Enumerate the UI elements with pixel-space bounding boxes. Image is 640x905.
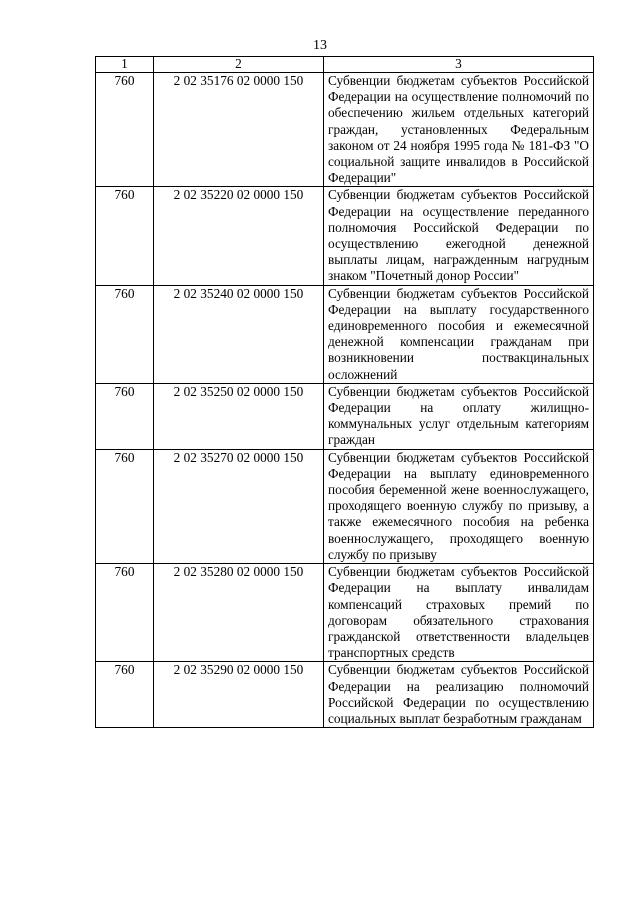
administrator-code-cell: 760 <box>96 449 154 563</box>
budget-code-cell: 2 02 35220 02 0000 150 <box>154 187 324 285</box>
budget-code-cell: 2 02 35290 02 0000 150 <box>154 662 324 728</box>
column-header-1: 1 <box>96 57 154 73</box>
budget-code-cell: 2 02 35240 02 0000 150 <box>154 285 324 383</box>
page-number: 13 <box>313 38 327 53</box>
description-cell: Субвенции бюджетам субъектов Российской Федерации на реализацию полномочий Российской Федерации по осуществлению социальных выплат безработным гражданам <box>324 662 594 728</box>
table-row <box>96 187 594 285</box>
budget-classification-table <box>95 56 594 728</box>
administrator-code-cell: 760 <box>96 285 154 383</box>
administrator-code-cell: 760 <box>96 662 154 728</box>
description-cell: Субвенции бюджетам субъектов Российской Федерации на выплату единовременного пособия беременной жене военнослужащего, проходящего военную службу по призыву, а также ежемесячного пособия на ребенка военнослужащего, проходящего военную службу по призыву <box>324 449 594 563</box>
column-header-2: 2 <box>154 57 324 73</box>
description-cell: Субвенции бюджетам субъектов Российской Федерации на выплату инвалидам компенсаций страховых премий по договорам обязательного страхования гражданской ответственности владельцев транспортных средств <box>324 564 594 662</box>
budget-code-cell: 2 02 35176 02 0000 150 <box>154 73 324 187</box>
table-row <box>96 449 594 563</box>
table-header-row <box>96 57 594 73</box>
column-header-3: 3 <box>324 57 594 73</box>
administrator-code-cell: 760 <box>96 73 154 187</box>
table-row <box>96 383 594 449</box>
table-row <box>96 285 594 383</box>
administrator-code-cell: 760 <box>96 383 154 449</box>
budget-code-cell: 2 02 35270 02 0000 150 <box>154 449 324 563</box>
administrator-code-cell: 760 <box>96 564 154 662</box>
budget-code-cell: 2 02 35250 02 0000 150 <box>154 383 324 449</box>
description-cell: Субвенции бюджетам субъектов Российской Федерации на осуществление переданного полномочия Российской Федерации по осуществлению ежегодной денежной выплаты лицам, награжденным нагрудным знаком "Почетный донор России" <box>324 187 594 285</box>
table-row <box>96 662 594 728</box>
administrator-code-cell: 760 <box>96 187 154 285</box>
description-cell: Субвенции бюджетам субъектов Российской Федерации на осуществление полномочий по обеспечению жильем отдельных категорий граждан, установленных Федеральным законом от 24 ноября 1995 года № 181-ФЗ "О социальной защите инвалидов в Российской Федерации" <box>324 73 594 187</box>
budget-code-cell: 2 02 35280 02 0000 150 <box>154 564 324 662</box>
description-cell: Субвенции бюджетам субъектов Российской Федерации на оплату жилищно-коммунальных услуг отдельным категориям граждан <box>324 383 594 449</box>
table-row <box>96 564 594 662</box>
description-cell: Субвенции бюджетам субъектов Российской Федерации на выплату государственного единовременного пособия и ежемесячной денежной компенсации гражданам при возникновении поствакцинальных осложнений <box>324 285 594 383</box>
table-row <box>96 73 594 187</box>
